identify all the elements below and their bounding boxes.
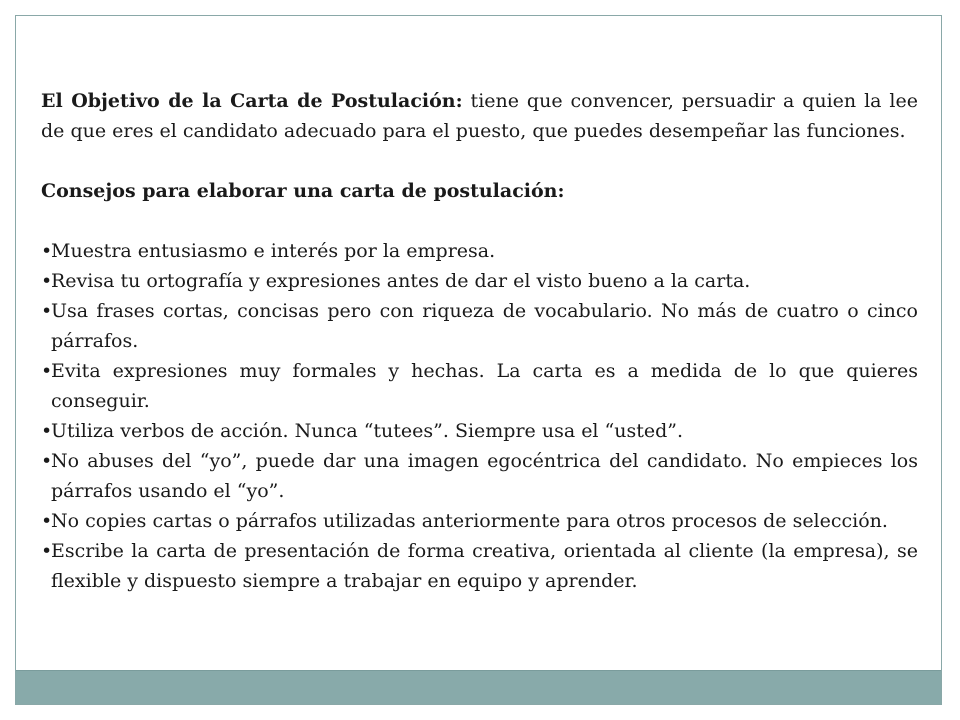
tip-item: • No abuses del “yo”, puede dar una imagen egocéntrica del candidato. No empieces los párrafos usando el “yo”. [41,446,918,506]
tip-item: • No copies cartas o párrafos utilizadas anteriormente para otros procesos de selección. [41,506,918,536]
tips-list [41,236,918,596]
objective-label: El Objetivo de la Carta de Postulación: [41,90,463,112]
tip-item: • Muestra entusiasmo e interés por la empresa. [41,236,918,266]
tip-item: • Revisa tu ortografía y expresiones antes de dar el visto bueno a la carta. [41,266,918,296]
tip-item: • Usa frases cortas, concisas pero con riqueza de vocabulario. No más de cuatro o cinco párrafos. [41,296,918,356]
spacer [41,146,918,176]
tip-item: • Evita expresiones muy formales y hechas. La carta es a medida de lo que quieres conseguir. [41,356,918,416]
objective-text: tiene que convencer, persuadir a quien la lee de que eres el candidato adecuado para el puesto, que puedes desempeñar las funciones. [41,90,918,142]
slide [15,15,942,705]
slide-content [41,86,918,596]
spacer [41,206,918,236]
footer-bar [16,670,941,704]
tip-item: • Utiliza verbos de acción. Nunca “tutees”. Siempre usa el “usted”. [41,416,918,446]
objective-paragraph [41,86,918,146]
tips-heading: Consejos para elaborar una carta de postulación: [41,180,565,202]
tip-item: • Escribe la carta de presentación de forma creativa, orientada al cliente (la empresa), se flexible y dispuesto siempre a trabajar en equipo y aprender. [41,536,918,596]
